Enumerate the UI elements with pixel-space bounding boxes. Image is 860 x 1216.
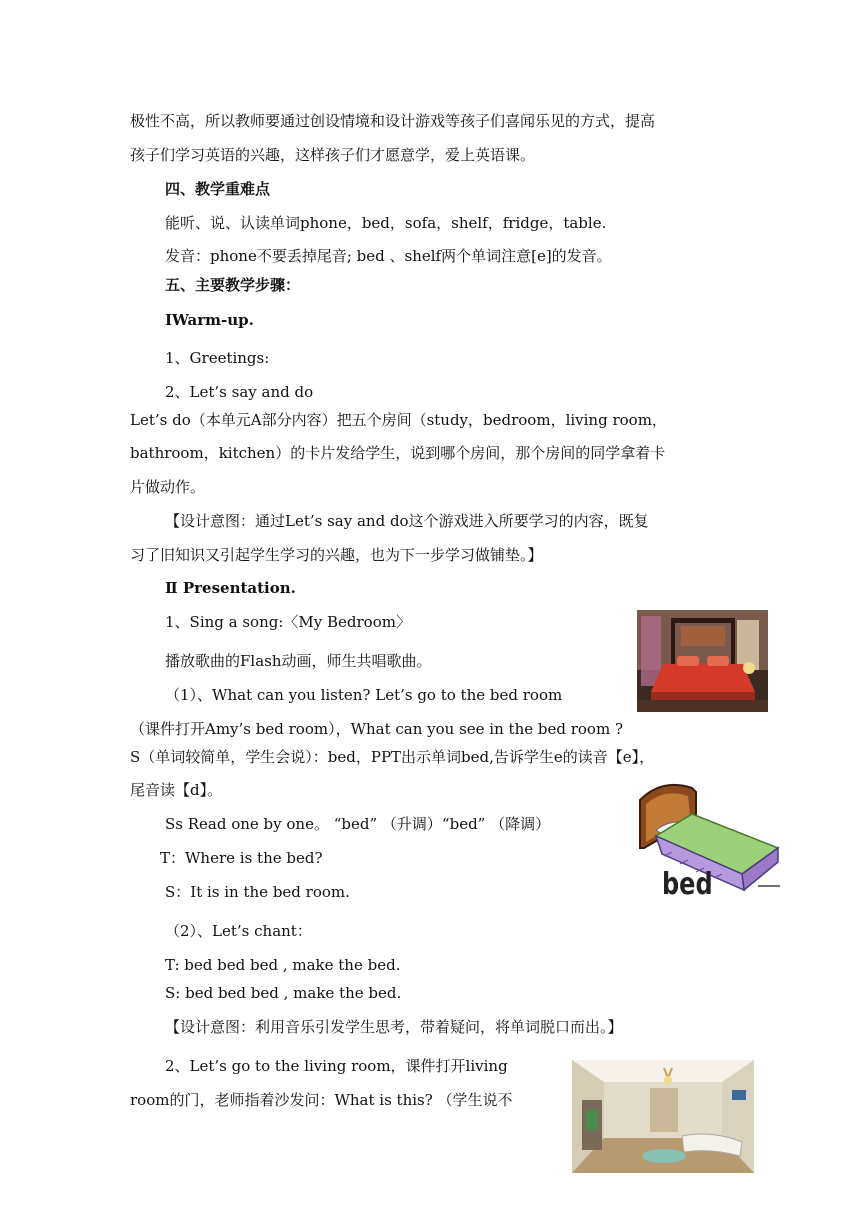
paragraph-line: Ss Read one by one。 “bed” （升调）“bed” （降调） [165, 815, 551, 833]
paragraph-line: 能听、说、认读单词phone，bed，sofa，shelf，fridge，table. [165, 214, 607, 232]
design-intent-note: 【设计意图：通过Let’s say and do这个游戏进入所要学习的内容，既复 [165, 512, 649, 530]
paragraph-line: 片做动作。 [130, 478, 206, 496]
bed-clipart [632, 778, 784, 906]
bed-word-label: bed [662, 867, 713, 902]
step-heading-warmup: ⅠWarm-up. [165, 311, 254, 329]
living-room-photo [572, 1060, 754, 1173]
bedroom-photo [637, 610, 768, 712]
paragraph-line: 1、Sing a song:〈My Bedroom〉 [165, 613, 411, 631]
paragraph-line: （课件打开Amy’s bed room），What can you see in the bed room ? [130, 720, 623, 738]
paragraph-line: 2、Let’s say and do [165, 383, 314, 401]
paragraph-line: S（单词较简单，学生会说）：bed，PPT出示单词bed,告诉学生e的读音【e】， [130, 748, 655, 766]
paragraph-line: 习了旧知识又引起学生学习的兴趣，也为下一步学习做铺垫。】 [130, 546, 543, 564]
paragraph-line: T: bed bed bed , make the bed. [165, 956, 401, 974]
step-heading-presentation: Ⅱ Presentation. [165, 579, 296, 597]
paragraph-line: T：Where is the bed? [160, 849, 323, 867]
paragraph-line: （2）、Let’s chant： [165, 922, 312, 940]
paragraph-line: bathroom，kitchen）的卡片发给学生，说到哪个房间，那个房间的同学拿着卡 [130, 444, 666, 462]
paragraph-line: 极性不高，所以教师要通过创设情境和设计游戏等孩子们喜闻乐见的方式，提高 [130, 112, 656, 130]
design-intent-note: 【设计意图：利用音乐引发学生思考，带着疑问，将单词脱口而出。】 [165, 1018, 623, 1036]
paragraph-line: 尾音读【d】。 [130, 781, 223, 799]
paragraph-line: （1）、What can you listen? Let’s go to the bed room [165, 686, 563, 704]
paragraph-line: Let’s do（本单元A部分内容）把五个房间（study，bedroom，living room， [130, 411, 667, 429]
paragraph-line: 发音：phone不要丢掉尾音; bed 、shelf两个单词注意[e]的发音。 [165, 247, 612, 265]
paragraph-line: 2、Let’s go to the living room，课件打开living [165, 1057, 508, 1075]
paragraph-line: 1、Greetings: [165, 349, 270, 367]
paragraph-line: room的门，老师指着沙发问：What is this? （学生说不 [130, 1091, 513, 1109]
paragraph-line: 播放歌曲的Flash动画，师生共唱歌曲。 [165, 652, 432, 670]
section-heading-4: 四、教学重难点 [165, 180, 271, 198]
paragraph-line: S: bed bed bed , make the bed. [165, 984, 402, 1002]
section-heading-5: 五、主要教学步骤： [165, 276, 301, 294]
paragraph-line: S：It is in the bed room. [165, 883, 350, 901]
paragraph-line: 孩子们学习英语的兴趣，这样孩子们才愿意学，爱上英语课。 [130, 146, 536, 164]
